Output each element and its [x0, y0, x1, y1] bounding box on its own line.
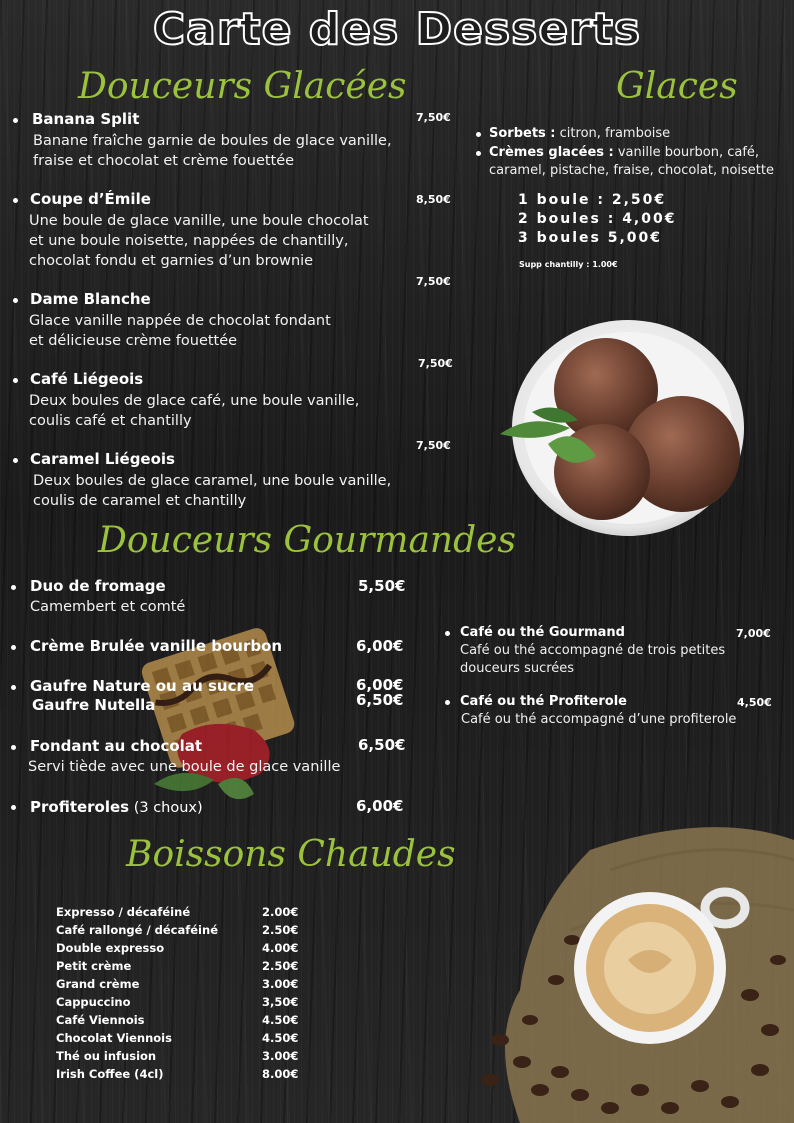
drink-name: Thé ou infusion	[56, 1049, 157, 1063]
item-price: 7,50€	[416, 439, 451, 452]
drink-name: Irish Coffee (4cl)	[56, 1067, 164, 1081]
ice-cream-bowl-image	[492, 316, 752, 540]
drink-price: 8.00€	[262, 1067, 299, 1081]
item-price: 6,00€	[356, 797, 404, 815]
page-title: Carte des Desserts	[152, 4, 642, 55]
bullet-icon	[445, 631, 450, 636]
item-price: 6,50€	[356, 691, 404, 709]
item-description: douceurs sucrées	[460, 661, 575, 676]
item-name: Profiteroles	[30, 798, 130, 816]
item-name-line	[30, 797, 203, 816]
item-price: 7,00€	[736, 627, 771, 640]
bullet-icon	[11, 645, 16, 650]
sorbets-label: Sorbets :	[489, 126, 556, 141]
item-name: Duo de fromage	[30, 577, 166, 595]
item-description: et une boule noisette, nappées de chantilly,	[29, 233, 349, 249]
item-description: Banane fraîche garnie de boules de glace vanille,	[33, 133, 392, 149]
drink-price: 2.50€	[262, 959, 299, 973]
sorbets-flavours: citron, framboise	[555, 126, 671, 141]
bullet-icon	[13, 198, 18, 203]
item-price: 6,50€	[358, 736, 406, 754]
item-name: Fondant au chocolat	[30, 737, 203, 755]
coffee-cup-image	[460, 790, 794, 1123]
drink-price: 3.00€	[262, 1049, 299, 1063]
item-description: fraise et chocolat et crème fouettée	[33, 153, 295, 169]
item-description: Une boule de glace vanille, une boule chocolat	[29, 213, 369, 229]
item-description: Deux boules de glace café, une boule vanille,	[29, 393, 360, 409]
supp-chantilly: Supp chantilly : 1.00€	[519, 260, 618, 269]
item-description: Camembert et comté	[30, 599, 186, 615]
price-one-scoop: 1 boule : 2,50€	[518, 192, 667, 208]
item-name: Gaufre Nutella	[32, 696, 156, 714]
item-description: coulis de caramel et chantilly	[33, 493, 247, 509]
bullet-icon	[11, 805, 16, 810]
item-price: 7,50€	[416, 111, 451, 124]
item-description: Café ou thé accompagné de trois petites	[460, 643, 726, 658]
drink-price: 4.00€	[262, 941, 299, 955]
item-name: Banana Split	[32, 110, 140, 128]
item-suffix: (3 choux)	[129, 800, 203, 816]
bullet-icon	[445, 700, 450, 705]
drink-price: 3,50€	[262, 995, 299, 1009]
cremes-line	[489, 144, 759, 162]
item-description: chocolat fondu et garnies d’un brownie	[29, 253, 314, 269]
drink-price: 2.50€	[262, 923, 299, 937]
item-name: Gaufre Nature ou au sucre	[30, 677, 255, 695]
sorbets-line	[489, 125, 670, 143]
item-price: 6,00€	[356, 637, 404, 655]
drink-price: 3.00€	[262, 977, 299, 991]
drink-name: Cappuccino	[56, 995, 131, 1009]
bullet-icon	[476, 132, 481, 137]
price-two-scoops: 2 boules : 4,00€	[518, 211, 677, 227]
section-title-douceurs-glacees: Douceurs Glacées	[78, 66, 407, 107]
drink-name: Petit crème	[56, 959, 132, 973]
item-name: Café Liégeois	[30, 370, 144, 388]
drink-price: 4.50€	[262, 1013, 299, 1027]
cremes-label: Crèmes glacées :	[489, 145, 614, 160]
item-price: 5,50€	[358, 577, 406, 595]
item-name: Crème Brulée vanille bourbon	[30, 637, 283, 655]
drink-name: Café Viennois	[56, 1013, 145, 1027]
item-name: Caramel Liégeois	[30, 450, 175, 468]
item-description: Café ou thé accompagné d’une profiterole	[461, 712, 737, 727]
drink-price: 4.50€	[262, 1031, 299, 1045]
item-name: Coupe d’Émile	[30, 190, 151, 208]
bullet-icon	[13, 458, 18, 463]
drink-name: Double expresso	[56, 941, 165, 955]
section-title-glaces: Glaces	[616, 66, 738, 107]
item-description: Servi tiède avec une boule de glace vanille	[28, 759, 341, 775]
item-price: 7,50€	[418, 357, 453, 370]
item-price: 4,50€	[737, 696, 772, 709]
drink-name: Expresso / décaféiné	[56, 905, 191, 919]
bullet-icon	[11, 745, 16, 750]
item-name: Dame Blanche	[30, 290, 151, 308]
drink-name: Grand crème	[56, 977, 140, 991]
item-description: et délicieuse crème fouettée	[29, 333, 238, 349]
item-description: coulis café et chantilly	[29, 413, 192, 429]
item-price: 6,00€	[356, 676, 404, 694]
bullet-icon	[13, 118, 18, 123]
item-description: Glace vanille nappée de chocolat fondant	[29, 313, 331, 329]
cremes-flavours-cont: caramel, pistache, fraise, chocolat, noisette	[489, 163, 774, 178]
section-title-douceurs-gourmandes: Douceurs Gourmandes	[98, 520, 516, 561]
price-three-scoops: 3 boules 5,00€	[518, 230, 663, 246]
bullet-icon	[476, 151, 481, 156]
bullet-icon	[13, 298, 18, 303]
item-price: 8,50€	[416, 193, 451, 206]
bullet-icon	[11, 685, 16, 690]
bullet-icon	[13, 378, 18, 383]
cremes-flavours: vanille bourbon, café,	[613, 145, 760, 160]
bullet-icon	[11, 585, 16, 590]
drink-price: 2.00€	[262, 905, 299, 919]
drink-name: Café rallongé / décaféiné	[56, 923, 218, 937]
item-description: Deux boules de glace caramel, une boule vanille,	[33, 473, 392, 489]
section-title-boissons-chaudes: Boissons Chaudes	[126, 834, 456, 875]
item-price: 7,50€	[416, 275, 451, 288]
drink-name: Chocolat Viennois	[56, 1031, 172, 1045]
item-name: Café ou thé Gourmand	[460, 625, 625, 640]
item-name: Café ou thé Profiterole	[460, 694, 627, 709]
